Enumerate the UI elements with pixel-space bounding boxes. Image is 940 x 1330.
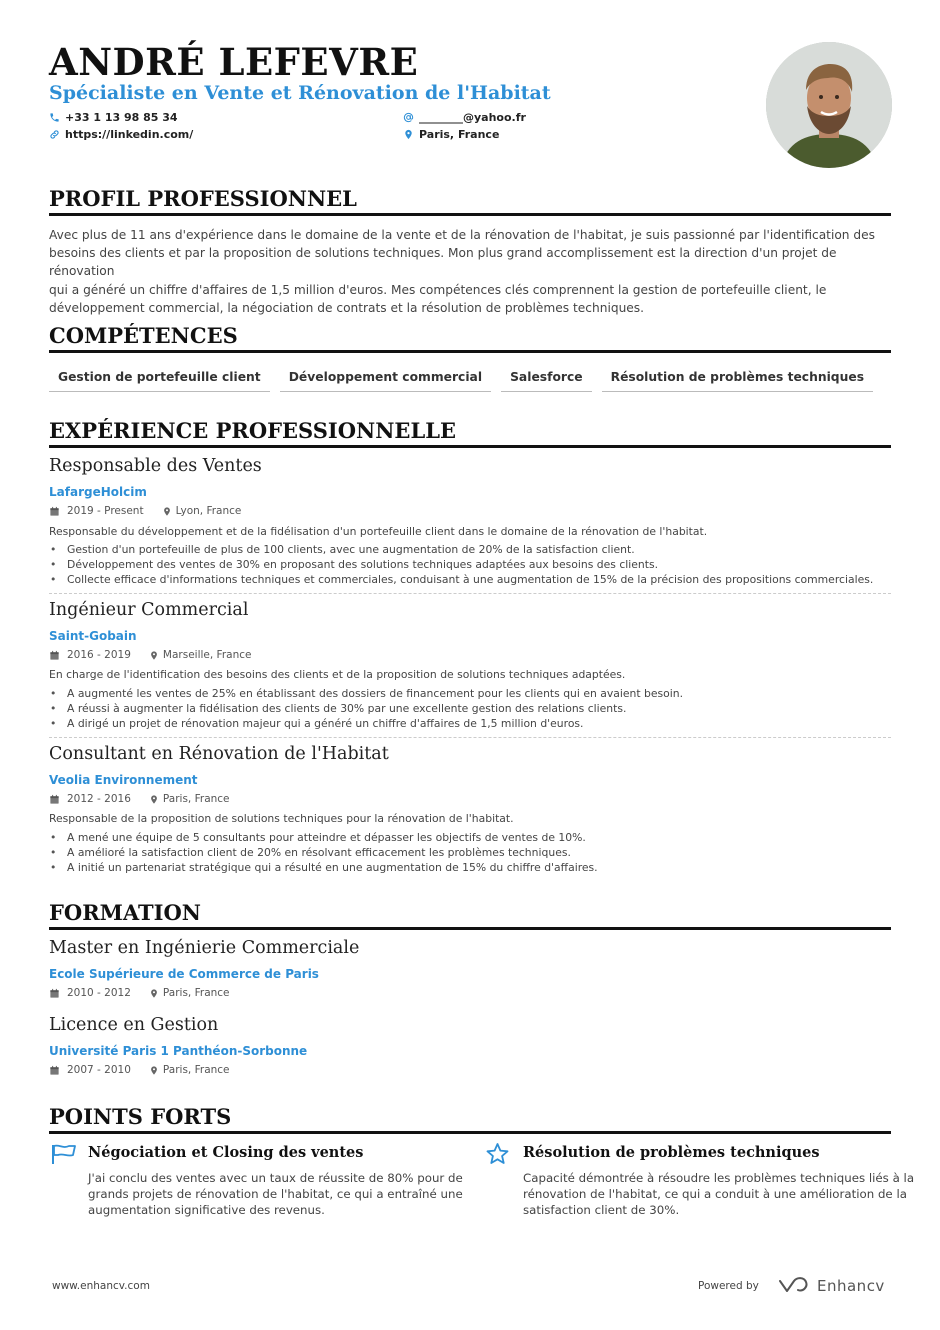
- job-meta: [49, 649, 251, 661]
- education-heading: FORMATION: [49, 900, 891, 930]
- email-text[interactable]: ________@yahoo.fr: [419, 111, 526, 124]
- job-location: Lyon, France: [175, 505, 242, 517]
- job-bullet: • Développement des ventes de 30% en proposant des solutions techniques adaptées aux besoins des clients.: [49, 557, 873, 572]
- job-bullet: • A réussi à augmenter la fidélisation des clients de 30% par une excellente gestion des relations clients.: [49, 701, 683, 716]
- job-bullet: • Collecte efficace d'informations techniques et commerciales, conduisant à une augmentation de 15% de la précision des propositions commerciales.: [49, 572, 873, 587]
- skill-tag: Développement commercial: [280, 366, 491, 392]
- degree-title: Licence en Gestion: [49, 1015, 219, 1035]
- job-meta: [49, 793, 230, 805]
- job-meta: [49, 505, 241, 517]
- education-dates: 2007 - 2010: [67, 1064, 131, 1076]
- profile-line: développement commercial, la négociation de contrats et la résolution de problèmes techniques.: [49, 300, 645, 315]
- job-dates: 2012 - 2016: [67, 793, 131, 805]
- job-bullet: • A initié un partenariat stratégique qui a résulté en une augmentation de 15% du chiffre d'affaires.: [49, 860, 598, 875]
- strength-text: [523, 1170, 914, 1218]
- location-pin-icon: [403, 129, 414, 140]
- strength-title: Négociation et Closing des ventes: [88, 1144, 364, 1161]
- location-contact: [403, 128, 499, 141]
- job-bullets: [49, 686, 683, 731]
- phone-text: +33 1 13 98 85 34: [65, 111, 178, 124]
- divider: [49, 593, 891, 594]
- job-bullet: • A augmenté les ventes de 25% en établissant des dossiers de financement pour les clients qui en avaient besoin.: [49, 686, 683, 701]
- divider: [49, 737, 891, 738]
- company-name[interactable]: Veolia Environnement: [49, 773, 198, 787]
- candidate-title: Spécialiste en Vente et Rénovation de l'Habitat: [49, 82, 551, 104]
- location-pin-icon: [149, 988, 159, 999]
- job-description: Responsable du développement et de la fidélisation d'un portefeuille client dans le domaine de la rénovation de l'habitat.: [49, 525, 708, 538]
- strength-line: rénovation de l'habitat, ce qui a conduit à une amélioration de la: [523, 1187, 907, 1201]
- job-bullets: [49, 542, 873, 587]
- at-icon: [403, 112, 414, 123]
- location-pin-icon: [162, 506, 172, 517]
- school-name[interactable]: Université Paris 1 Panthéon-Sorbonne: [49, 1044, 308, 1058]
- job-bullet: • A amélioré la satisfaction client de 20% en résolvant efficacement les problèmes techniques.: [49, 845, 598, 860]
- phone-icon: [49, 112, 60, 123]
- strengths-heading: POINTS FORTS: [49, 1104, 891, 1134]
- strength-title: Résolution de problèmes techniques: [523, 1144, 820, 1161]
- education-dates: 2010 - 2012: [67, 987, 131, 999]
- calendar-icon: [49, 650, 60, 661]
- strength-line: grands projets de rénovation de l'habitat, ce qui a entraîné une: [88, 1187, 463, 1201]
- strength-line: satisfaction client de 30%.: [523, 1203, 680, 1217]
- education-meta: [49, 1064, 230, 1076]
- location-pin-icon: [149, 794, 159, 805]
- calendar-icon: [49, 506, 60, 517]
- experience-heading: EXPÉRIENCE PROFESSIONNELLE: [49, 418, 891, 448]
- job-location: Paris, France: [162, 793, 230, 805]
- footer-website[interactable]: www.enhancv.com: [52, 1280, 150, 1292]
- flag-icon: [51, 1143, 77, 1165]
- star-icon: [485, 1142, 510, 1166]
- location-pin-icon: [149, 1065, 159, 1076]
- job-dates: 2019 - Present: [67, 505, 144, 517]
- skill-tag: Salesforce: [501, 366, 592, 392]
- job-bullet: • Gestion d'un portefeuille de plus de 100 clients, avec une augmentation de 20% de la satisfaction client.: [49, 542, 873, 557]
- company-name[interactable]: LafargeHolcim: [49, 485, 147, 499]
- strength-line: J'ai conclu des ventes avec un taux de réussite de 80% pour de: [88, 1171, 463, 1185]
- school-name[interactable]: Ecole Supérieure de Commerce de Paris: [49, 967, 319, 981]
- calendar-icon: [49, 1065, 60, 1076]
- job-description: En charge de l'identification des besoins des clients et de la proposition de solutions techniques adaptées.: [49, 668, 626, 681]
- profile-line: Avec plus de 11 ans d'expérience dans le domaine de la vente et de la rénovation de l'habitat, je suis passionné par l'identification des: [49, 228, 875, 242]
- job-location: Marseille, France: [162, 649, 252, 661]
- skills-list: [49, 366, 873, 392]
- degree-title: Master en Ingénierie Commerciale: [49, 938, 360, 958]
- linkedin-text[interactable]: https://linkedin.com/: [65, 128, 194, 141]
- job-title: Responsable des Ventes: [49, 456, 262, 476]
- skill-tag: Résolution de problèmes techniques: [602, 366, 873, 392]
- job-bullet: • A mené une équipe de 5 consultants pour atteindre et dépasser les objectifs de ventes de 10%.: [49, 830, 598, 845]
- job-title: Ingénieur Commercial: [49, 600, 249, 620]
- skill-tag: Gestion de portefeuille client: [49, 366, 270, 392]
- profile-line: qui a généré un chiffre d'affaires de 1,5 million d'euros. Mes compétences clés comprennent la gestion de portefeuille client, le: [49, 282, 827, 297]
- candidate-name: ANDRÉ LEFEVRE: [49, 40, 419, 84]
- location-pin-icon: [149, 650, 159, 661]
- job-bullet: • A dirigé un projet de rénovation majeur qui a généré un chiffre d'affaires de 1,5 million d'euros.: [49, 716, 683, 731]
- footer-brand[interactable]: Enhancv: [817, 1277, 885, 1295]
- profile-heading: PROFIL PROFESSIONNEL: [49, 186, 891, 216]
- job-title: Consultant en Rénovation de l'Habitat: [49, 744, 389, 764]
- education-location: Paris, France: [162, 1064, 230, 1076]
- education-meta: [49, 987, 230, 999]
- linkedin-contact[interactable]: [49, 128, 193, 141]
- strength-line: Capacité démontrée à résoudre les problèmes techniques liés à la: [523, 1171, 915, 1185]
- skills-heading: COMPÉTENCES: [49, 323, 891, 353]
- email-contact[interactable]: [403, 111, 526, 124]
- education-location: Paris, France: [162, 987, 230, 999]
- profile-line: besoins des clients et par la proposition de solutions techniques. Mon plus grand accomplissement est la direction d'un projet de rénovation: [49, 246, 837, 279]
- profile-summary: [49, 226, 894, 317]
- profile-photo: [766, 42, 892, 168]
- calendar-icon: [49, 988, 60, 999]
- job-description: Responsable de la proposition de solutions techniques pour la rénovation de l'habitat.: [49, 812, 514, 825]
- phone-contact: [49, 111, 178, 124]
- link-icon: [49, 129, 60, 140]
- enhancv-logo-icon: [778, 1277, 810, 1295]
- location-text: Paris, France: [419, 128, 500, 141]
- calendar-icon: [49, 794, 60, 805]
- strength-text: [88, 1170, 463, 1218]
- footer-powered-by: Powered by: [698, 1280, 759, 1292]
- job-dates: 2016 - 2019: [67, 649, 131, 661]
- company-name[interactable]: Saint-Gobain: [49, 629, 137, 643]
- job-bullets: [49, 830, 598, 875]
- strength-line: augmentation significative des revenus.: [88, 1203, 325, 1217]
